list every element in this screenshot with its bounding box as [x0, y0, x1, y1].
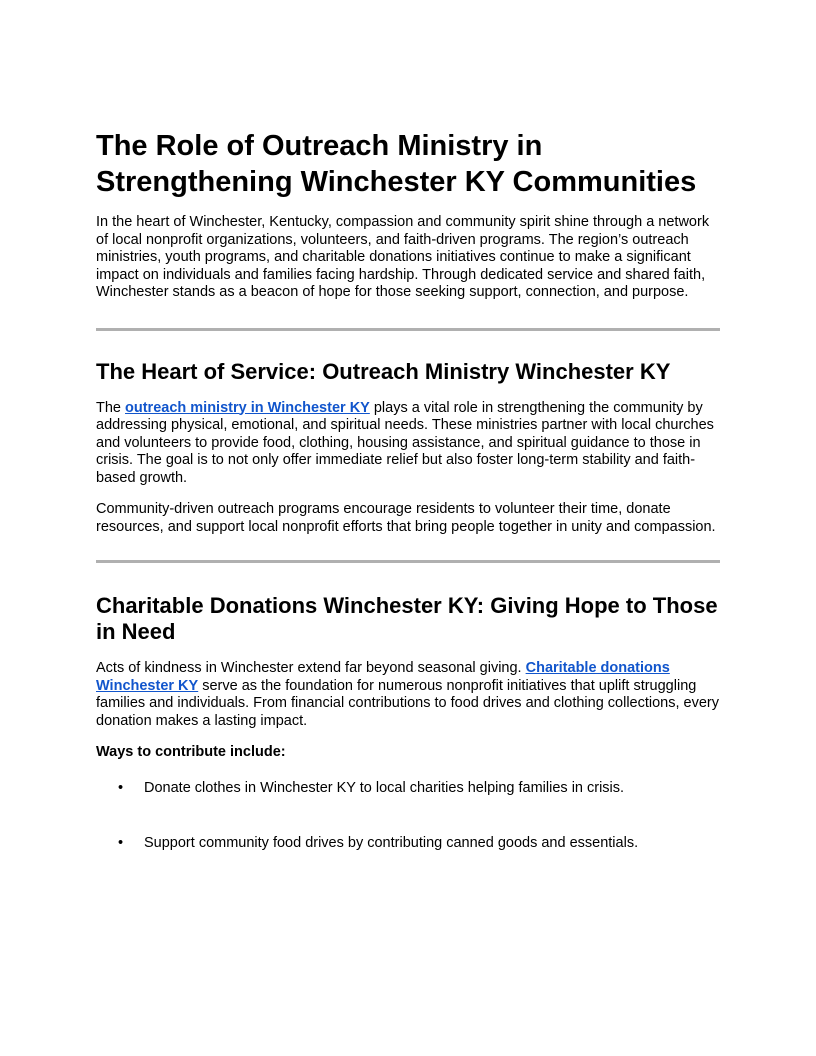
outreach-ministry-link[interactable]: outreach ministry in Winchester KY	[125, 399, 370, 416]
page-title: The Role of Outreach Ministry in Strengthening Winchester KY Communities	[96, 130, 697, 198]
donations-paragraph-lead: Acts of kindness in Winchester extend far beyond seasonal giving.	[96, 660, 526, 676]
section-heading-charitable-donations: Charitable Donations Winchester KY: Giving Hope to Those in Need	[96, 593, 718, 644]
outreach-paragraph-1-lead: The	[96, 399, 126, 416]
bullet-icon: •	[118, 835, 124, 851]
list-item-text: Donate clothes in Winchester KY to local charities helping families in crisis.	[144, 779, 625, 796]
donations-paragraph	[96, 660, 720, 730]
outreach-paragraph-1	[96, 400, 720, 488]
list-item	[96, 780, 720, 798]
donations-paragraph-rest: serve as the foundation for numerous nonprofit initiatives that uplift struggling families and individuals. From financial contributions to food drives and clothing collections, every donation makes a lasting impact.	[96, 677, 720, 729]
bullet-icon: •	[118, 779, 124, 796]
ways-to-contribute-label: Ways to contribute include:	[96, 744, 286, 760]
charitable-donations-link[interactable]: Charitable donations Winchester KY	[96, 660, 670, 694]
outreach-paragraph-1-rest: plays a vital role in strengthening the community by addressing physical, emotional, and spiritual needs. These ministries partner with local churches and volunteers to provide food, clothing, housing assistance, and spiritual guidance to those in crisis. The goal is to not only offer immediate relief but also foster long-term stability and faith-based growth.	[96, 399, 714, 486]
section-heading-outreach-ministry: The Heart of Service: Outreach Ministry Winchester KY	[96, 358, 671, 384]
list-item-text: Support community food drives by contributing canned goods and essentials.	[144, 835, 639, 851]
contribution-list	[96, 780, 720, 853]
section-divider-1	[96, 328, 720, 331]
document-page	[96, 128, 720, 853]
intro-paragraph: In the heart of Winchester, Kentucky, compassion and community spirit shine through a network of local nonprofit organizations, volunteers, and faith-driven programs. The region’s outreach ministries, youth programs, and charitable donations initiatives continue to make a significant impact on individuals and families facing hardship. Through dedicated service and shared faith, Winchester stands as a beacon of hope for those seeking support, connection, and purpose.	[96, 214, 710, 300]
outreach-paragraph-2: Community-driven outreach programs encourage residents to volunteer their time, donate resources, and support local nonprofit efforts that bring people together in unity and compassion.	[96, 501, 716, 535]
list-item	[96, 835, 720, 853]
section-divider-2	[96, 560, 720, 563]
